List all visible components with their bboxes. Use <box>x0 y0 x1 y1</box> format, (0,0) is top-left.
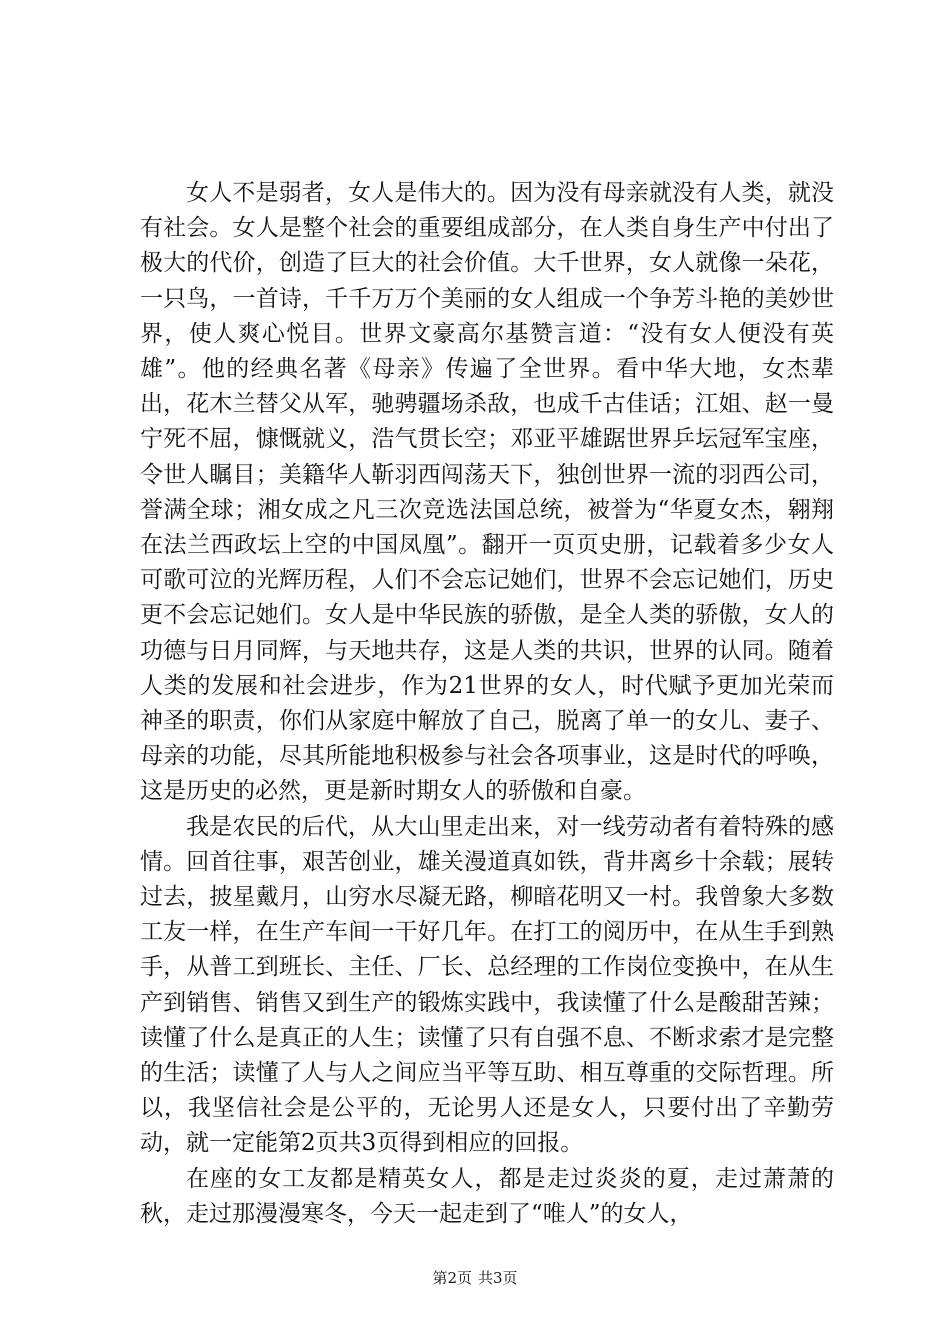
page-number: 第2页 <box>432 1269 472 1287</box>
paragraph-2: 我是农民的后代，从大山里走出来，对一线劳动者有着特殊的感情。回首往事，艰苦创业，雄关漫道真如铁，背井离乡十余载；展转过去，披星戴月，山穷水尽凝无路，柳暗花明又一村。我曾象大多数工友一样，在生产车间一干好几年。在打工的阅历中，在从生手到熟手，从普工到班长、主任、厂长、总经理的工作岗位变换中，在从生产到销售、销售又到生产的锻炼实践中，我读懂了什么是酸甜苦辣；读懂了什么是真正的人生；读懂了只有自强不息、不断求索才是完整的生活；读懂了人与人之间应当平等互助、相互尊重的交际哲理。所以，我坚信社会是公平的，无论男人还是女人，只要付出了辛勤劳动，就一定能第2页共3页得到相应的回报。 <box>140 813 834 1157</box>
page-footer <box>0 1268 950 1288</box>
paragraph-1: 女人不是弱者，女人是伟大的。因为没有母亲就没有人类，就没有社会。女人是整个社会的重要组成部分，在人类自身生产中付出了极大的代价，创造了巨大的社会价值。大千世界，女人就像一朵花，一只鸟，一首诗，千千万万个美丽的女人组成一个争芳斗艳的美妙世界，使人爽心悦目。世界文豪高尔基赞言道：“没有女人便没有英雄”。他的经典名著《母亲》传遍了全世界。看中华大地，女杰辈出，花木兰替父从军，驰骋疆场杀敌，也成千古佳话；江姐、赵一曼宁死不屈，慷慨就义，浩气贯长空；邓亚平雄踞世界乒坛冠军宝座，令世人瞩目；美籍华人靳羽西闯荡天下，独创世界一流的羽西公司，誉满全球；湘女成之凡三次竞选法国总统，被誉为“华夏女杰，翱翔在法兰西政坛上空的中国凤凰”。翻开一页页史册，记载着多少女人可歌可泣的光辉历程，人们不会忘记她们，世界不会忘记她们，历史更不会忘记她们。女人是中华民族的骄傲，是全人类的骄傲，女人的功德与日月同辉，与天地共存，这是人类的共识，世界的认同。随着人类的发展和社会进步，作为21世界的女人，时代赋予更加光荣而神圣的职责，你们从家庭中解放了自己，脱离了单一的女儿、妻子、母亲的功能，尽其所能地积极参与社会各项事业，这是时代的呼唤，这是历史的必然，更是新时期女人的骄傲和自豪。 <box>140 180 834 805</box>
page-total: 共3页 <box>478 1269 518 1287</box>
document-body <box>140 176 834 1232</box>
paragraph-3: 在座的女工友都是精英女人，都是走过炎炎的夏，走过萧萧的秋，走过那漫漫寒冬，今天一起走到了“唯人”的女人， <box>140 1165 834 1227</box>
